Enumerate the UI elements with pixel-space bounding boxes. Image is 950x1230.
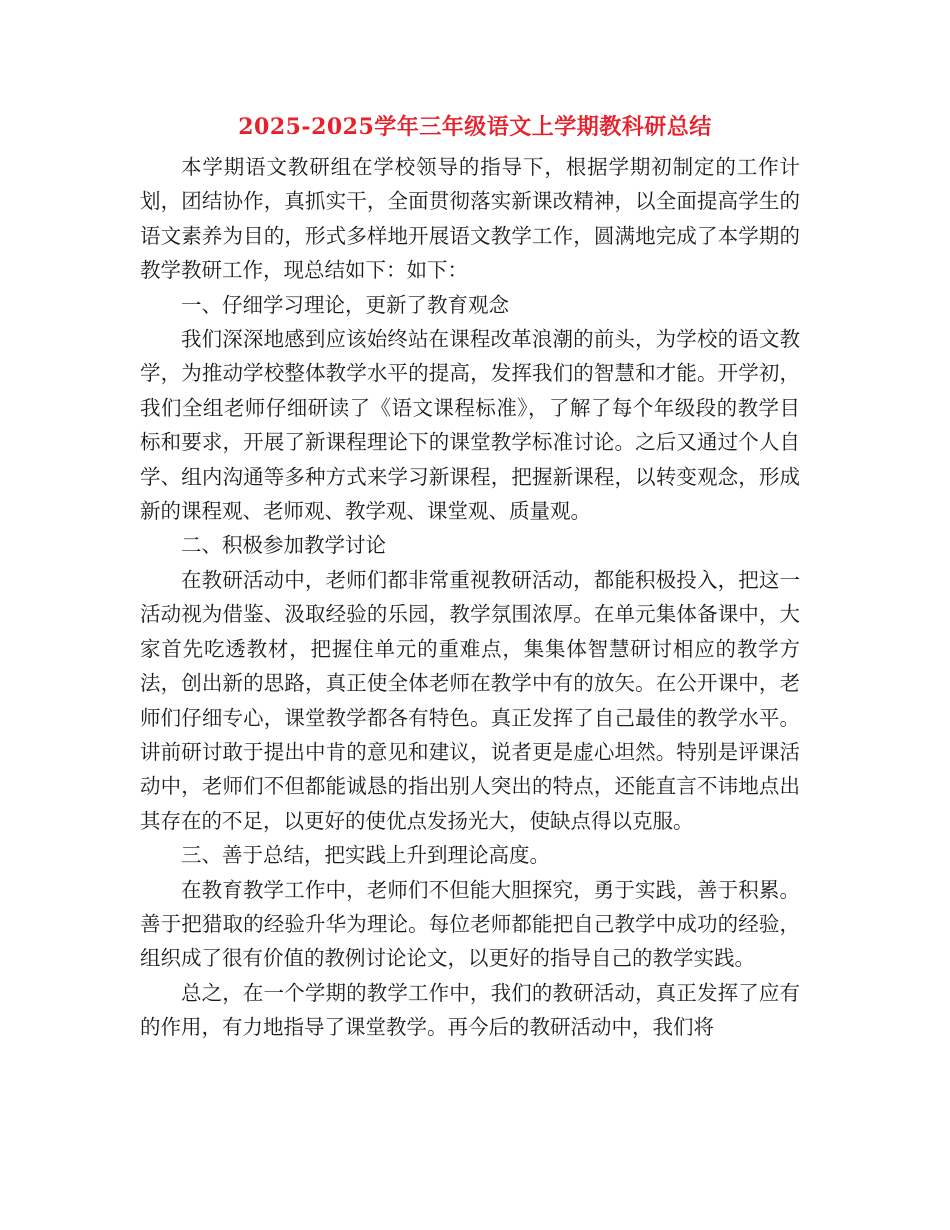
conclusion-paragraph: 总之，在一个学期的教学工作中，我们的教研活动，真正发挥了应有的作用，有力地指导了课堂教学。再今后的教研活动中，我们将 (140, 980, 800, 1040)
section-2-paragraph: 在教研活动中，老师们都非常重视教研活动，都能积极投入，把这一活动视为借鉴、汲取经验的乐园，教学氛围浓厚。在单元集体备课中，大家首先吃透教材，把握住单元的重难点，集集体智慧研讨相应的教学方法，创出新的思路，真正使全体老师在教学中有的放矢。在公开课中，老师们仔细专心，课堂教学都各有特色。真正发挥了自己最佳的教学水平。讲前研讨敢于提出中肯的意见和建议，说者更是虚心坦然。特别是评课活动中，老师们不但都能诚恳的指出别人突出的特点，还能直言不讳地点出其存在的不足，以更好的使优点发扬光大，使缺点得以克服。 (140, 567, 800, 833)
section-heading-3: 三、善于总结，把实践上升到理论高度。 (181, 843, 550, 868)
document-body (140, 150, 800, 1045)
section-heading-1: 一、仔细学习理论，更新了教育观念 (181, 292, 509, 317)
section-1-paragraph: 我们深深地感到应该始终站在课程改革浪潮的前头，为学校的语文教学，为推动学校整体教学水平的提高，发挥我们的智慧和才能。开学初，我们全组老师仔细研读了《语文课程标准》，了解了每个年级段的教学目标和要求，开展了新课程理论下的课堂教学标准讨论。之后又通过个人自学、组内沟通等多种方式来学习新课程，把握新课程，以转变观念，形成新的课程观、老师观、教学观、课堂观、质量观。 (140, 327, 800, 524)
section-heading-2: 二、积极参加教学讨论 (181, 533, 386, 558)
document-title: 2025-2025学年三年级语文上学期教科研总结 (238, 114, 712, 140)
section-3-paragraph: 在教育教学工作中，老师们不但能大胆探究，勇于实践，善于积累。善于把猎取的经验升华为理论。每位老师都能把自己教学中成功的经验，组织成了很有价值的教例讨论论文，以更好的指导自己的教学实践。 (140, 877, 800, 971)
intro-paragraph: 本学期语文教研组在学校领导的指导下，根据学期初制定的工作计划，团结协作，真抓实干，全面贯彻落实新课改精神，以全面提高学生的语文素养为目的，形式多样地开展语文教学工作，圆满地完成了本学期的教学教研工作，现总结如下：如下： (140, 155, 800, 283)
